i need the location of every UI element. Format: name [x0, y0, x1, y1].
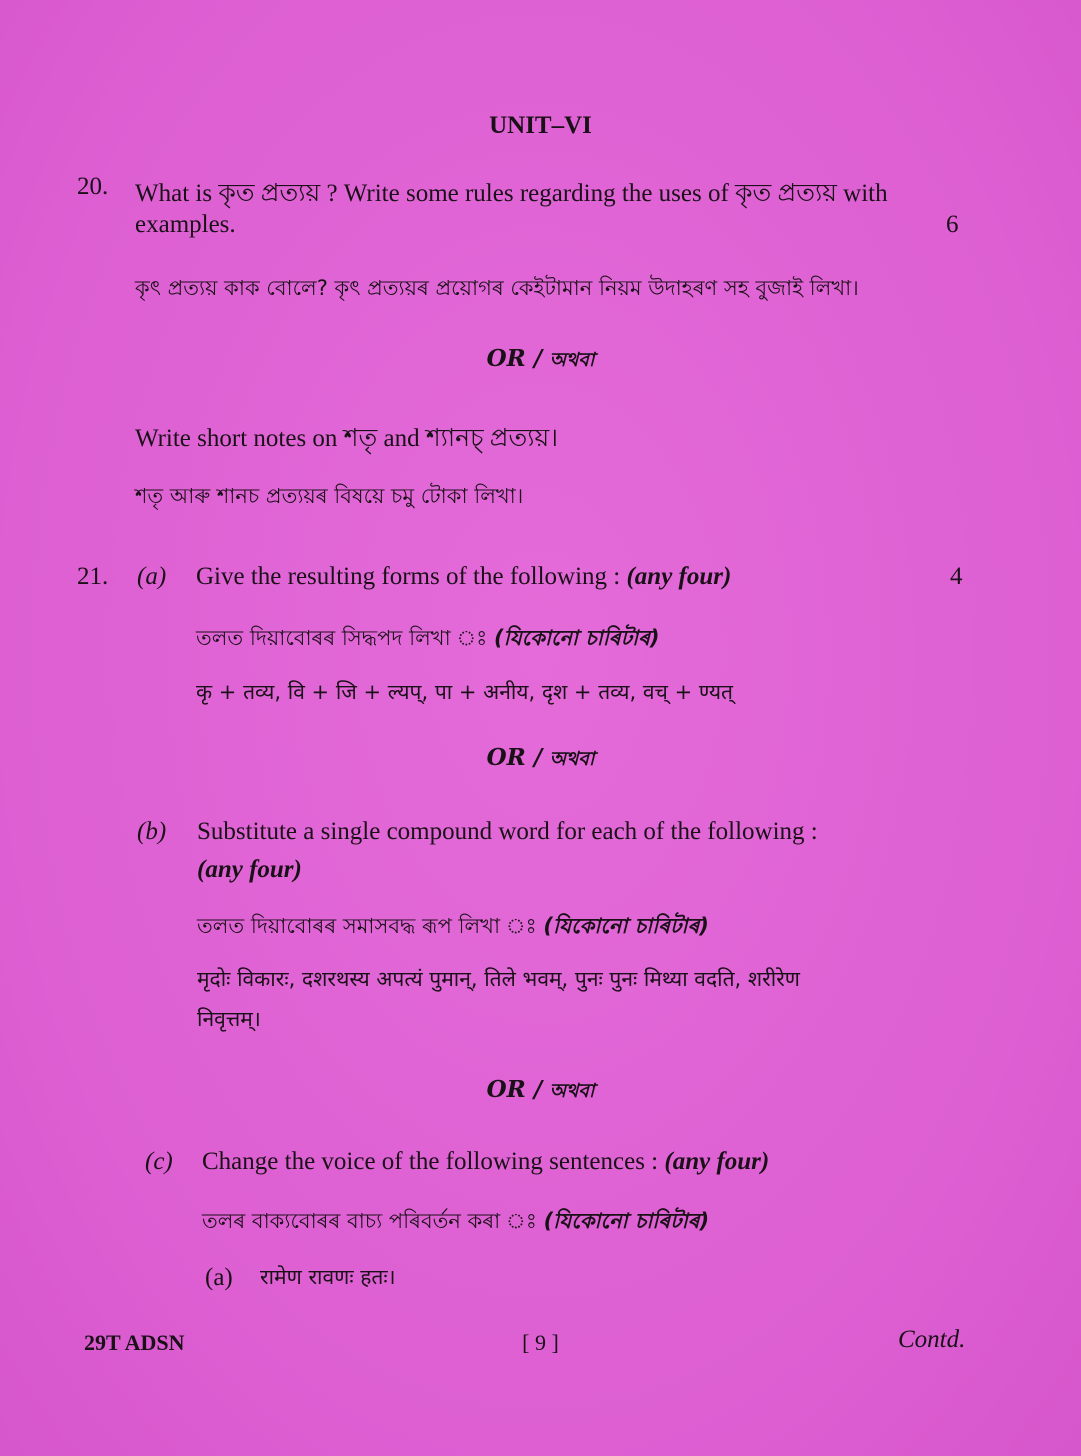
- q21b-english-emph: (any four): [197, 856, 302, 883]
- q21a-assamese-text: তলত দিয়াবোৰৰ সিদ্ধপদ লিখা ঃ: [196, 626, 495, 650]
- q21a-marks: 4: [950, 563, 963, 590]
- q20-assamese: কৃৎ প্ৰত্যয় কাক বোলে? কৃৎ প্ৰত্যয়ৰ প্ৰয়োগৰ কেইটামান নিয়ম উদাহৰণ সহ বুজাই লিখা।: [135, 276, 859, 300]
- q21c-english-emph: (any four): [664, 1148, 770, 1175]
- footer-page-number: [ 9 ]: [522, 1330, 559, 1355]
- q21b-sanskrit-line1: मृदोः विकारः, दशरथस्य अपत्यं पुमान्, तिले भवम्, पुनः पुनः मिथ्या वदति, शरीरेण: [197, 967, 800, 991]
- footer-contd: Contd.: [898, 1326, 966, 1353]
- q21c-item-a-label: (a): [205, 1264, 233, 1291]
- q21a-english-text: Give the resulting forms of the following :: [196, 563, 627, 590]
- q21a-assamese-emph: (যিকোনো চাৰিটাৰ): [494, 626, 660, 650]
- q20-alt-assamese: শতৃ আৰু শানচ প্ৰত্যয়ৰ বিষয়ে চমু টোকা লিখা।: [135, 484, 524, 508]
- q21a-sanskrit: कृ + तव्य, वि + जि + ल्यप्, पा + अनीय, दृश + तव्य, वच् + ण्यत्: [196, 680, 733, 704]
- footer-code: 29T ADSN: [84, 1330, 185, 1355]
- q20-or-divider: [0, 345, 1081, 378]
- q21c-label: (c): [145, 1148, 173, 1175]
- q21c-english: [202, 1148, 769, 1176]
- unit-heading: UNIT–VI: [489, 112, 592, 139]
- q20-alt-english: Write short notes on শতৃ and শ্যানচ্ প্ৰত্যয়।: [135, 425, 559, 452]
- q21a-english: [196, 563, 731, 591]
- q21b-assamese-emph: (যিকোনো চাৰিটাৰ): [543, 914, 709, 938]
- q21-number: 21.: [77, 563, 109, 590]
- q21b-assamese: [197, 910, 709, 945]
- or-label: OR /: [486, 1076, 543, 1103]
- q21b-label: (b): [137, 818, 167, 845]
- q20-english-line1: What is কৃত প্ৰত্যয় ? Write some rules regarding the uses of কৃত প্ৰত্যয় with: [135, 180, 888, 207]
- or-label-assamese: অথবা: [549, 349, 595, 371]
- q21c-assamese-emph: (যিকোনো চাৰিটাৰ): [543, 1209, 710, 1233]
- q20-marks: 6: [946, 211, 959, 238]
- or-label-assamese: অথবা: [549, 748, 595, 770]
- or-label-assamese: অথবা: [549, 1080, 595, 1102]
- q21c-english-text: Change the voice of the following sentences :: [202, 1148, 665, 1175]
- or-label: OR /: [486, 345, 543, 372]
- q21a-assamese: [196, 622, 660, 657]
- q21c-assamese: [202, 1205, 709, 1240]
- or-label: OR /: [486, 744, 543, 771]
- q21b-sanskrit-line2: निवृत्तम्।: [197, 1007, 261, 1031]
- q20-number: 20.: [77, 173, 109, 200]
- q21b-assamese-text: তলত দিয়াবোৰৰ সমাসবদ্ধ ৰূপ লিখা ঃ: [197, 914, 544, 938]
- q21a-label: (a): [137, 563, 167, 590]
- q21-or-divider-2: [0, 1076, 1081, 1109]
- q20-english-line2: examples.: [135, 211, 236, 238]
- q21b-english-line1: Substitute a single compound word for each of the following :: [197, 818, 818, 845]
- q21c-item-a-text: रामेण रावणः हतः।: [260, 1265, 396, 1289]
- q21-or-divider-1: [0, 744, 1081, 777]
- q21c-assamese-text: তলৰ বাক্যবোৰৰ বাচ্য পৰিবৰ্তন কৰা ঃ: [202, 1209, 544, 1233]
- q21a-english-emph: (any four): [626, 563, 732, 590]
